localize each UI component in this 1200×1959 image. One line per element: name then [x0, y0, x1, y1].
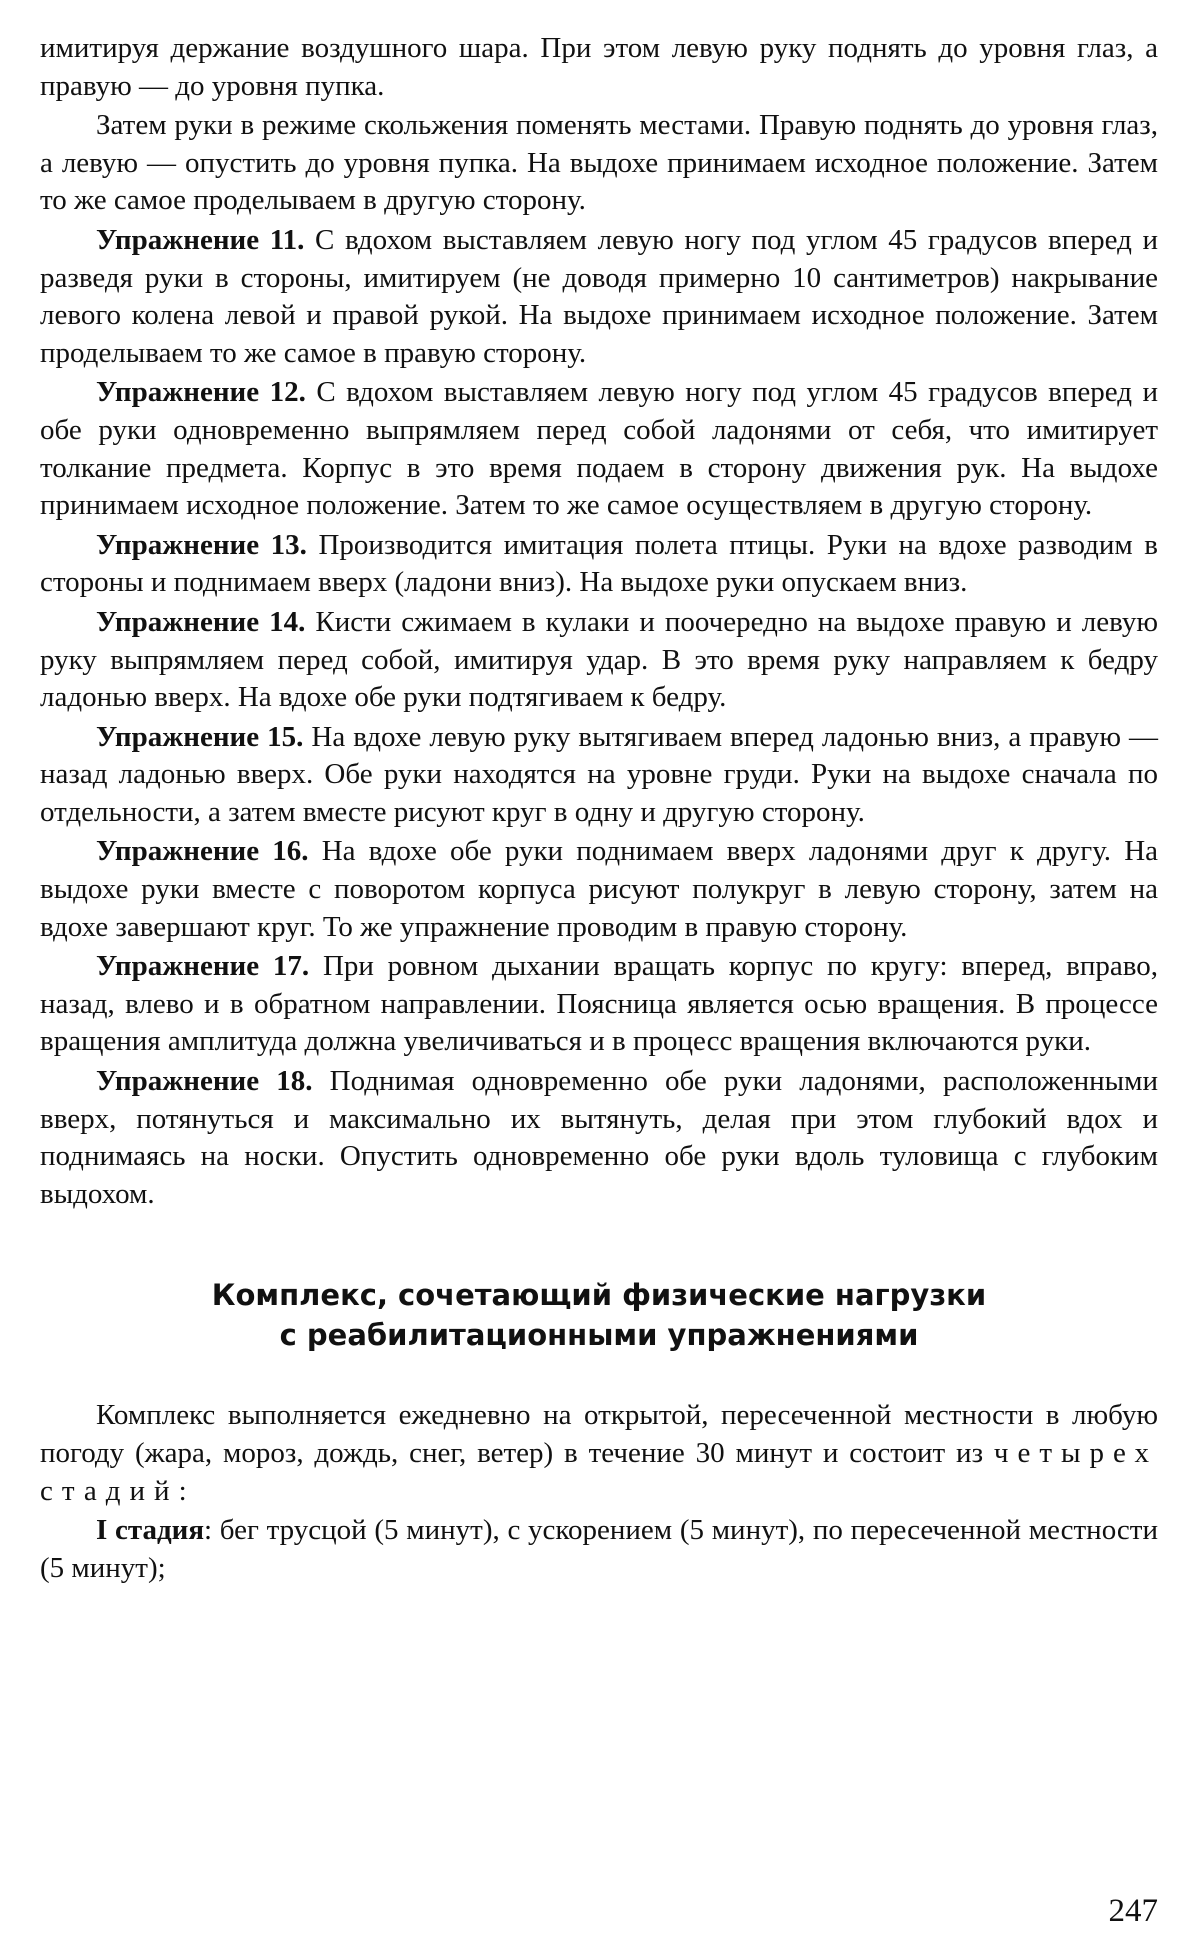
- exercise-11: [40, 222, 1158, 372]
- complex-text-before: Комплекс выполняется ежедневно на открытой, пересеченной местности в любую погоду (жара, мороз, дождь, снег, ветер) в течение 30 минут и состоит из: [40, 1399, 1158, 1469]
- stage-1-label: I стадия: [96, 1514, 205, 1547]
- exercise-14-text: Кисти сжимаем в кулаки и поочередно на выдохе правую и левую руку выпрямляем перед собой, имитируя удар. В это время руку направляем к бедру ладонью вверх. На вдохе обе руки подтягиваем к бедру.: [40, 605, 1159, 714]
- complex-text-after: :: [178, 1474, 187, 1507]
- exercise-15: [40, 719, 1158, 832]
- exercise-17-text: При ровном дыхании вращать корпус по кругу: вперед, вправо, назад, влево и в обратном направлении. Поясница является осью вращения. В процессе вращения амплитуда должна увеличиваться и в процесс вращения включаются руки.: [40, 950, 1159, 1058]
- exercise-14: [40, 604, 1158, 717]
- section-heading-line-1: Комплекс, сочетающий физические нагрузки: [211, 1278, 987, 1313]
- exercise-17-label: Упражнение 17.: [96, 950, 310, 983]
- exercise-12-label: Упражнение 12.: [96, 376, 306, 409]
- exercise-16-label: Упражнение 16.: [96, 835, 309, 868]
- exercise-12-text: С вдохом выставляем левую ногу под углом 45 градусов вперед и обе руки одновременно выпрямляем перед собой ладонями от себя, что имитирует толкание предмета. Корпус в это время подаем в сторону движения рук. На выдохе принимаем исходное положение. Затем то же самое осуществляем в другую сторону.: [40, 376, 1158, 522]
- exercise-12: [40, 374, 1158, 524]
- complex-description: [40, 1397, 1158, 1510]
- exercise-16: [40, 833, 1158, 946]
- exercise-17: [40, 948, 1158, 1061]
- exercise-13-label: Упражнение 13.: [96, 528, 307, 561]
- stage-1: [40, 1512, 1158, 1587]
- exercise-11-text: С вдохом выставляем левую ногу под углом 45 градусов вперед и разведя руки в стороны, имитируем (не доводя примерно 10 сантиметров) накрывание левого колена левой и правой рукой. На выдохе принимаем исходное положение. Затем проделываем то же самое в правую сторону.: [40, 223, 1158, 369]
- exercise-18: [40, 1063, 1158, 1213]
- intro-paragraph-2: Затем руки в режиме скольжения поменять местами. Правую поднять до уровня глаз, а левую — опустить до уровня пупка. На выдохе принимаем исходное положение. Затем то же самое проделываем в другую сторону.: [40, 109, 1158, 217]
- exercise-13-text: Производится имитация полета птицы. Руки на вдохе разводим в стороны и поднимаем вверх (ладони вниз). На выдохе руки опускаем вниз.: [40, 528, 1158, 599]
- page-body: [40, 30, 1158, 1587]
- exercise-18-text: Поднимая одновременно обе руки ладонями, расположенными вверх, потянуться и максимально их вытянуть, делая при этом глубокий вдох и поднимаясь на носки. Опустить одновременно обе руки вдоль туловища с глубоким выдохом.: [40, 1065, 1158, 1210]
- complex-stages-spaced: четырех стадий: [40, 1437, 1159, 1507]
- section-heading: [40, 1275, 1158, 1355]
- exercise-11-label: Упражнение 11.: [96, 223, 305, 256]
- exercise-13: [40, 527, 1158, 602]
- exercise-15-label: Упражнение 15.: [96, 720, 304, 753]
- exercise-15-text: На вдохе левую руку вытягиваем вперед ладонью вниз, а правую — назад ладонью вверх. Обе руки находятся на уровне груди. Руки на выдохе сначала по отдельности, а затем вместе рисуют круг в одну и другую сторону.: [40, 720, 1159, 828]
- exercise-16-text: На вдохе обе руки поднимаем вверх ладонями друг к другу. На выдохе руки вместе с поворотом корпуса рисуют полукруг в левую сторону, затем на вдохе завершают круг. То же упражнение проводим в правую сторону.: [40, 835, 1159, 943]
- stage-1-text: : бег трусцой (5 минут), с ускорением (5 минут), по пересеченной местности (5 минут);: [40, 1514, 1158, 1584]
- intro-paragraph-1: имитируя держание воздушного шара. При этом левую руку поднять до уровня глаз, а правую — до уровня пупка.: [40, 32, 1158, 102]
- section-heading-line-2: с реабилитационными упражнениями: [279, 1318, 919, 1353]
- page-number: 247: [1108, 1893, 1158, 1929]
- exercise-14-label: Упражнение 14.: [96, 605, 306, 638]
- exercise-18-label: Упражнение 18.: [96, 1065, 313, 1098]
